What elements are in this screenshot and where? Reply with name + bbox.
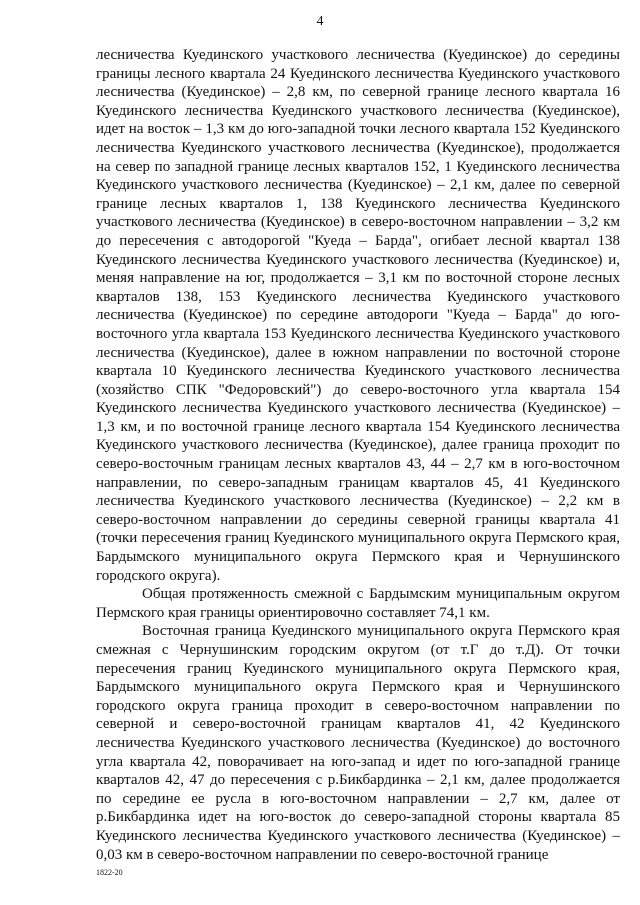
page-number: 4: [316, 14, 324, 29]
paragraph-total-length: Общая протяженность смежной с Бардымским муниципальным округом Пермского края границы ориентировочно составляет 74,1 км.: [96, 586, 620, 621]
paragraph-eastern-boundary: Восточная граница Куединского муниципального округа Пермского края смежная с Чернушинским городским округом (от т.Г до т.Д). От точки пересечения границ Куединского муниципального округа Пермского края, Бардымского муниципального округа Пермского края и Чернушинского городского округа граница проходит в северо-восточном направлении по северной и северо-восточной границам кварталов 41, 42 Куединского лесничества Куединского участкового лесничества (Куединское) до восточного угла квартала 42, поворачивает на юго-запад и идет по юго-западной границе кварталов 42, 47 до пересечения с р.Бикбардинка – 2,1 км, далее продолжается по середине ее русла в юго-восточном направлении – 2,7 км, далее от р.Бикбардинка идет на юго-восток до северо-западной стороны квартала 85 Куединского лесничества Куединского участкового лесничества (Куединское) – 0,03 км в северо-восточном направлении по северо-восточной границе: [96, 623, 620, 863]
document-code: 1822-20: [96, 868, 123, 877]
document-body: [96, 46, 620, 864]
paragraph-boundary-continuation: лесничества Куединского участкового лесничества (Куединское) до середины границы лесного квартала 24 Куединского лесничества Куединского участкового лесничества (Куединское) – 2,8 км, по северной границе лесного квартала 16 Куединского лесничества Куединского участкового лесничества (Куединское), идет на восток – 1,3 км до юго-западной точки лесного квартала 152 Куединского лесничества Куединского участкового лесничества (Куединское), продолжается на север по западной границе лесных кварталов 152, 1 Куединского лесничества Куединского участкового лесничества (Куединское) – 2,1 км, далее по северной границе лесных кварталов 1, 138 Куединского лесничества Куединского участкового лесничества (Куединское) в северо-восточном направлении – 3,2 км до пересечения с автодорогой "Куеда – Барда", огибает лесной квартал 138 Куединского лесничества Куединского участкового лесничества (Куединское) и, меняя направление на юг, продолжается – 3,1 км по восточной стороне лесных кварталов 138, 153 Куединского лесничества Куединского участкового лесничества (Куединское) по середине автодороги "Куеда – Барда" до юго-восточного угла квартала 153 Куединского лесничества Куединского участкового лесничества (Куединское), далее в южном направлении по восточной стороне квартала 10 Куединского лесничества Куединского участкового лесничества (хозяйство СПК "Федоровский") до северо-восточного угла квартала 154 Куединского лесничества Куединского участкового лесничества (Куединское) – 1,3 км, и по восточной границе лесного квартала 154 Куединского лесничества Куединского участкового лесничества (Куединское), далее граница проходит по северо-восточным границам лесных кварталов 43, 44 – 2,7 км в юго-восточном направлении, по северо-западным границам кварталов 45, 41 Куединского лесничества Куединского участкового лесничества (Куединское) – 2,2 км в северо-восточном направлении до середины северной границы квартала 41 (точки пересечения границ Куединского муниципального округа Пермского края, Бардымского муниципального округа Пермского края и Чернушинского городского округа).: [96, 47, 620, 584]
